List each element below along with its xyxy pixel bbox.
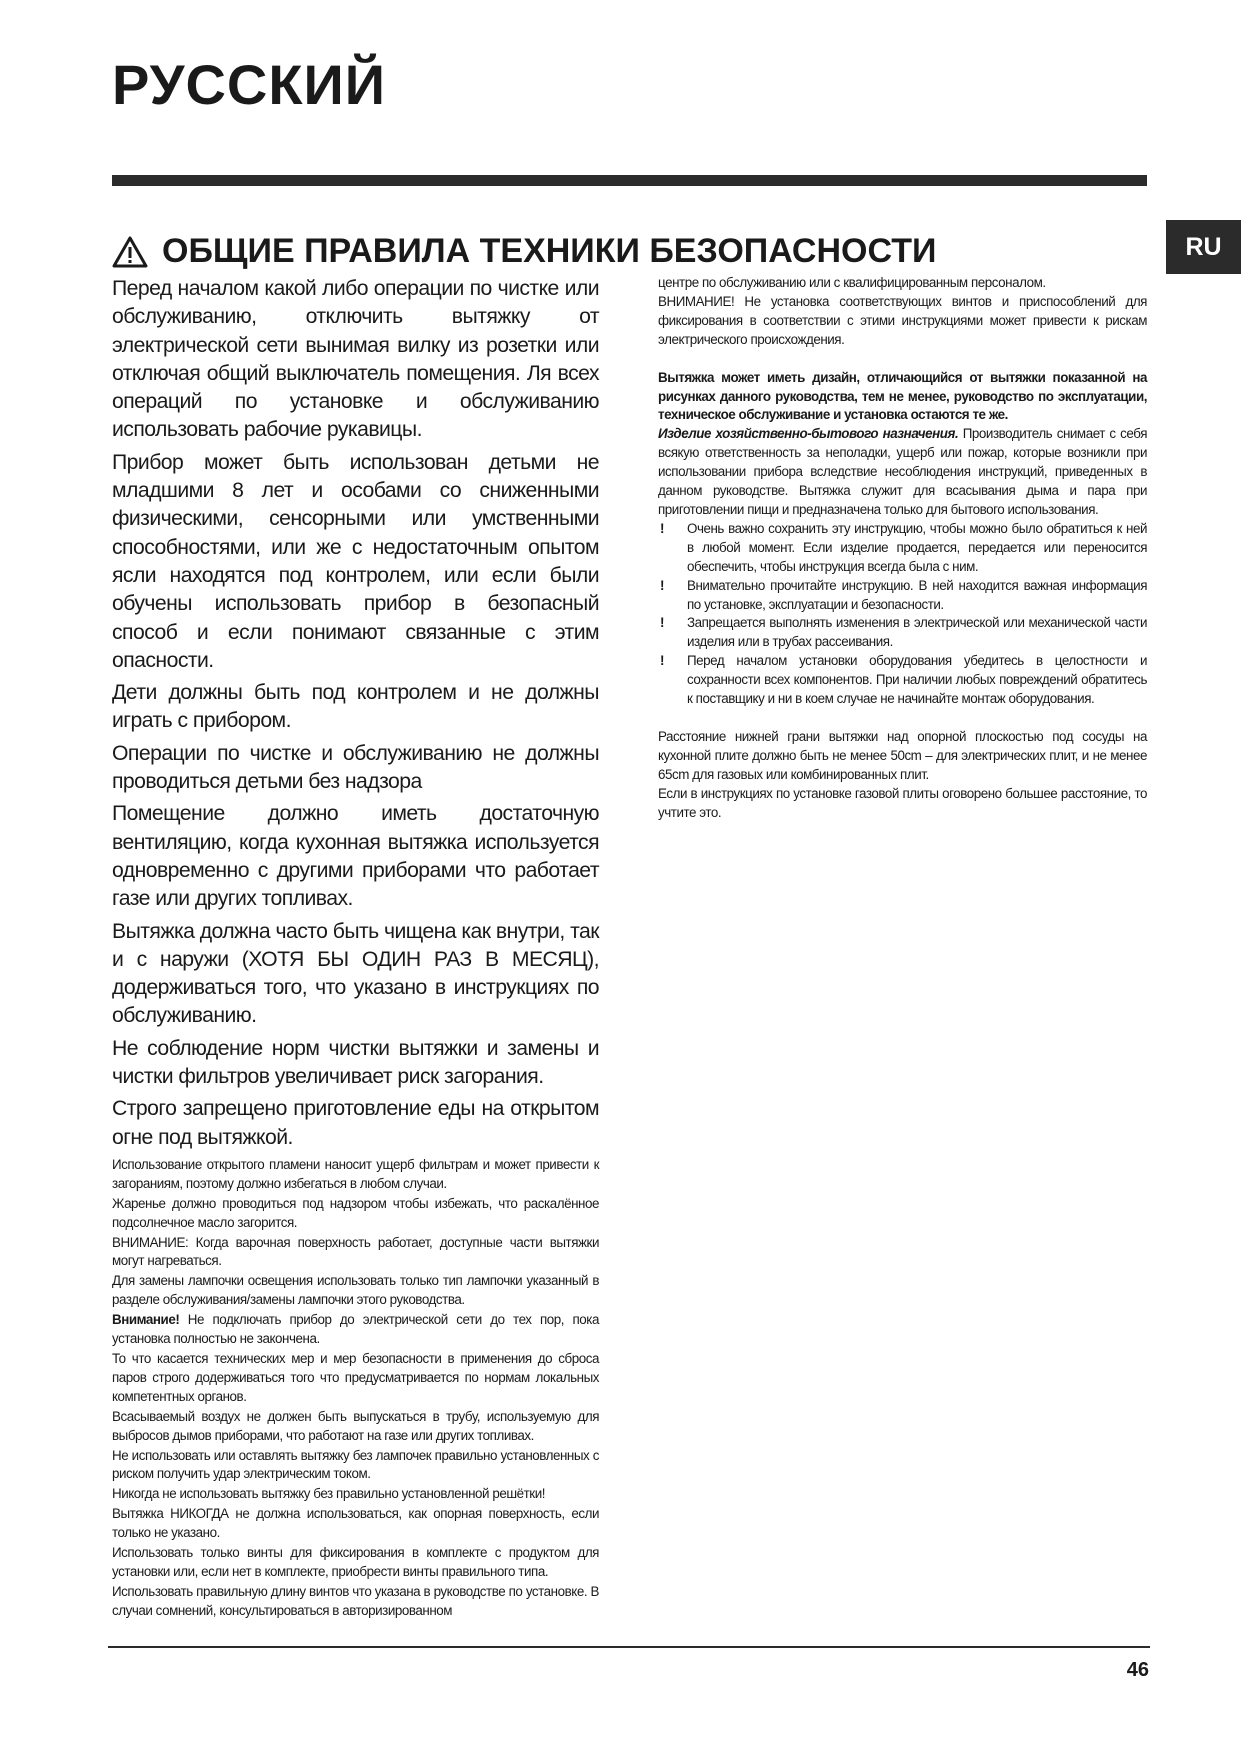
list-item: ! Внимательно прочитайте инструкцию. В ней находится важная информация по установке, эксплуатации и безопасности. <box>660 577 1147 612</box>
paragraph: Прибор может быть использован детьми не младшими 8 лет и особами со сниженными физическими, сенсорными или умственными способностями, или же с недостаточным опытом ясли находятся под контролем, или если были обучены использовать прибор в безопасный способ и если понимают связанные с этим опасности. <box>112 450 599 672</box>
exclamation-icon: ! <box>660 577 665 593</box>
paragraph: Использовать правильную длину винтов что указана в руководстве по установке. В случаи сомнений, консультироваться в авторизированном <box>112 1583 599 1618</box>
list-item: ! Запрещается выполнять изменения в электрической или механической части изделия или в трубах рассеивания. <box>660 615 1147 650</box>
page-language-title: РУССКИЙ <box>112 53 387 116</box>
section-heading <box>112 232 936 271</box>
gas-paragraph: Если в инструкциях по установке газовой плиты оговорено большее расстояние, то учтите это. <box>658 785 1147 820</box>
exclamation-icon: ! <box>660 615 665 631</box>
paragraph: центре по обслуживанию или с квалифицированным персоналом. <box>658 275 1046 290</box>
distance-paragraph: Расстояние нижней грани вытяжки над опорной плоскостью под сосуды на кухонной плите должно быть не менее 50cm – для электрических плит, и не менее 65cm для газовых или комбинированных плит. <box>658 728 1147 782</box>
paragraph: Строго запрещено приготовление еды на открытом огне под вытяжкой. <box>112 1097 599 1149</box>
paragraph: Операции по чистке и обслуживанию не должны проводиться детьми без надзора <box>112 741 599 794</box>
attention-label: Внимание! <box>112 1312 180 1328</box>
paragraph: Жаренье должно проводиться под надзором чтобы избежать, что раскалённое подсолнечное масло загорится. <box>112 1195 599 1230</box>
product-purpose-label: Изделие хозяйственно-бытового назначения. <box>658 426 959 442</box>
attention-paragraph <box>112 1311 599 1349</box>
paragraph: Всасываемый воздух не должен быть выпускаться в трубу, используемую для выбросов дымов приборами, что работают на газе или других топливах. <box>112 1408 599 1443</box>
list-item: ! Перед началом установки оборудования убедитесь в целостности и сохранности всех компонентов. При наличии любых повреждений обратитесь к поставщику и ни в коем случае не начинайте монтаж оборудования. <box>660 653 1147 707</box>
paragraph: Не использовать или оставлять вытяжку без лампочек правильно установленных с риском получить удар электрическим током. <box>112 1447 599 1482</box>
small-text-block <box>112 1156 599 1621</box>
paragraph: ВНИМАНИЕ: Когда варочная поверхность работает, доступные части вытяжки могут нагреваться. <box>112 1234 599 1269</box>
design-notice-text: Вытяжка может иметь дизайн, отличающийся от вытяжки показанной на рисунках данного руководства, тем не менее, руководство по эксплуатации, техническое обслуживание и установка остаются те же. <box>658 369 1147 423</box>
paragraph: Никогда не использовать вытяжку без правильно установленной решётки! <box>112 1486 546 1502</box>
safety-list <box>658 520 1147 709</box>
paragraph: То что касается технических мер и мер безопасности в применения до сброса паров строго додерживаться того что предусматривается по нормам локальных компетентных органов. <box>112 1350 599 1404</box>
bottom-divider <box>108 1646 1150 1648</box>
design-notice <box>658 369 1147 426</box>
exclamation-icon: ! <box>660 653 665 669</box>
paragraph: Перед началом какой либо операции по чистке или обслуживанию, отключить вытяжку от электрической сети вынимая вилку из розетки или отключая общий выключатель помещения. Ля всех операций по установке и обслуживанию использовать рабочие рукавицы. <box>112 277 599 442</box>
manufacturer-paragraph <box>658 425 1147 520</box>
right-column <box>658 274 1147 822</box>
top-divider <box>112 175 1147 186</box>
section-heading-text: ОБЩИЕ ПРАВИЛА ТЕХНИКИ БЕЗОПАСНОСТИ <box>162 232 937 270</box>
list-item: ! Очень важно сохранить эту инструкцию, чтобы можно было обратиться к ней в любой момент. Если изделие продается, передается или переносится обеспечить, чтобы инструкция всегда была с ним. <box>660 520 1147 574</box>
paragraph: Вытяжка должна часто быть чищена как внутри, так и с наружи (ХОТЯ БЫ ОДИН РАЗ В МЕСЯЦ), додерживаться того, что указано в инструкциях по обслуживанию. <box>112 919 599 1028</box>
page-number: 46 <box>1126 1659 1149 1681</box>
paragraph: Дети должны быть под контролем и не должны играть с прибором. <box>112 681 599 733</box>
warning-triangle-icon <box>112 236 148 268</box>
paragraph: Для замены лампочки освещения использовать только тип лампочки указанный в разделе обслуживания/замены лампочки этого руководства. <box>112 1273 599 1308</box>
exclamation-icon: ! <box>660 520 665 536</box>
paragraph: Не соблюдение норм чистки вытяжки и замены и чистки фильтров увеличивает риск загорания. <box>112 1036 599 1089</box>
left-column <box>112 275 599 1622</box>
paragraph: Использование открытого пламени наносит ущерб фильтрам и может привести к загораниям, поэтому должно избегаться в любом случаи. <box>112 1156 599 1191</box>
language-tab: RU <box>1166 220 1241 274</box>
paragraph: Использовать только винты для фиксирования в комплекте с продуктом для установки или, если нет в комплекте, приобрести винты правильного типа. <box>112 1545 599 1579</box>
manufacturer-text: Производитель снимает с себя всякую ответственность за неполадки, ущерб или пожар, которые возникли при использовании прибора вследствие несоблюдения инструкций, приведенных в данном руководстве. Вытяжка служит для всасывания дыма и пара при приготовлении пищи и предназначена только для бытового использования. <box>658 426 1147 517</box>
paragraph: Вытяжка НИКОГДА не должна использоваться, как опорная поверхность, если только не указано. <box>112 1506 599 1541</box>
large-text-block <box>112 275 599 1152</box>
attention-text: Не подключать прибор до электрической сети до тех пор, пока установка полностью не закончена. <box>112 1312 599 1347</box>
paragraph: Помещение должно иметь достаточную вентиляцию, когда кухонная вытяжка используется одновременно с другими приборами что работает газе или других топливах. <box>112 802 599 911</box>
warning-paragraph: ВНИМАНИЕ! Не установка соответствующих винтов и приспособлений для фиксирования в соответствии с этими инструкциями может привести к рискам электрического происхождения. <box>658 293 1147 347</box>
